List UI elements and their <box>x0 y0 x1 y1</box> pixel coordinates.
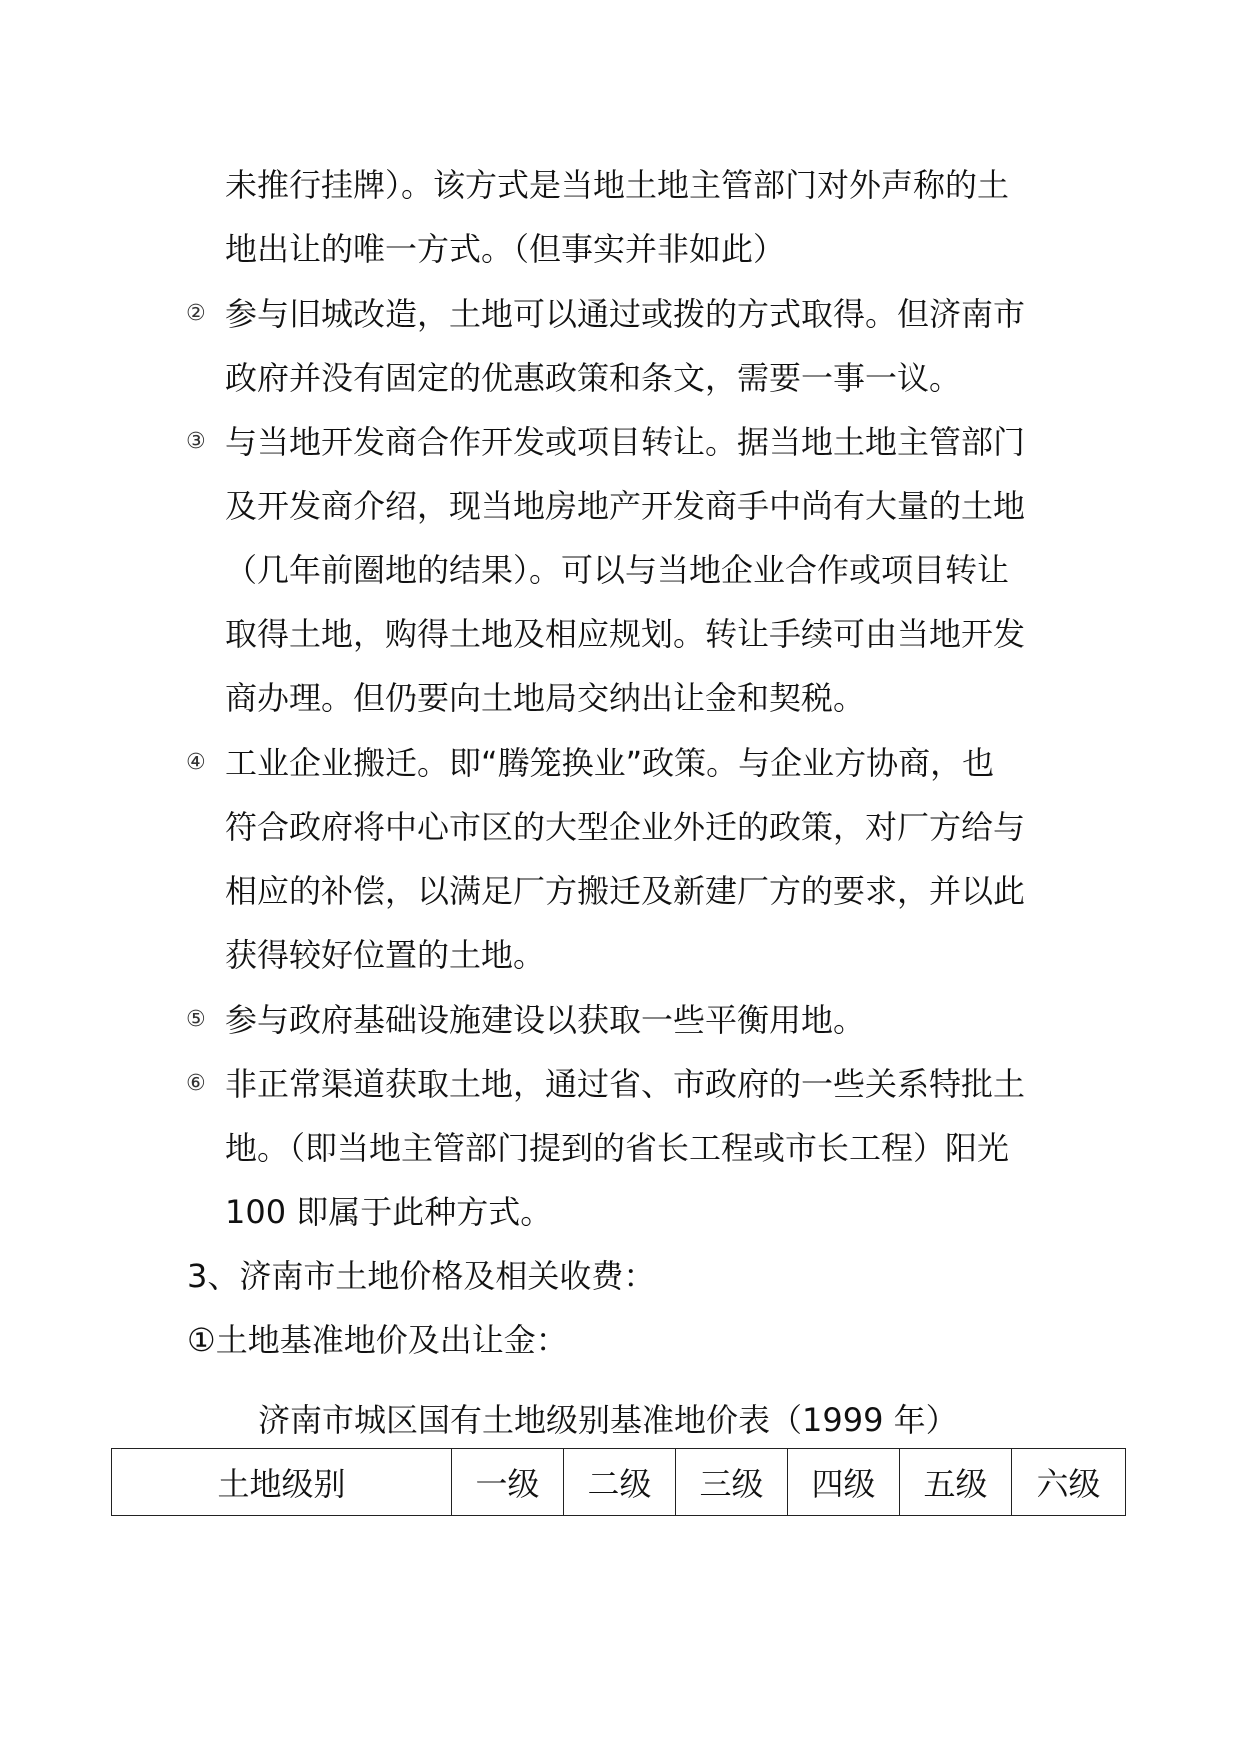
text-line: 未推行挂牌）。该方式是当地土地主管部门对外声称的土 <box>225 166 1010 204</box>
land-price-table <box>111 1448 1126 1516</box>
subsection-heading: ①土地基准地价及出让金： <box>187 1321 568 1359</box>
text-line: 地出让的唯一方式。（但事实并非如此） <box>225 230 786 268</box>
table-header-cell: 六级 <box>1012 1449 1126 1516</box>
table-header-cell: 二级 <box>564 1449 676 1516</box>
text-line: （几年前圈地的结果）。可以与当地企业合作或项目转让 <box>225 551 1010 589</box>
table-header-cell: 五级 <box>900 1449 1012 1516</box>
table-header-cell: 一级 <box>452 1449 564 1516</box>
table-caption: 济南市城区国有土地级别基准地价表（1999 年） <box>258 1401 958 1439</box>
text-line: 地。（即当地主管部门提到的省长工程或市长工程）阳光 <box>225 1129 1010 1167</box>
text-line: 及开发商介绍，现当地房地产开发商手中尚有大量的土地 <box>225 487 1026 525</box>
list-marker-4: ④ <box>186 750 206 775</box>
table-header-row <box>112 1449 1126 1516</box>
text-line: 获得较好位置的土地。 <box>225 936 546 974</box>
text-line: 商办理。但仍要向土地局交纳出让金和契税。 <box>225 679 866 717</box>
list-marker-5: ⑤ <box>186 1007 206 1032</box>
text-line: 工业企业搬迁。即“腾笼换业”政策。与企业方协商，也 <box>225 744 995 782</box>
text-line: 符合政府将中心市区的大型企业外迁的政策，对厂方给与 <box>225 808 1026 846</box>
text-line: 政府并没有固定的优惠政策和条文，需要一事一议。 <box>225 359 962 397</box>
list-marker-2: ② <box>186 301 206 326</box>
list-marker-3: ③ <box>186 429 206 454</box>
text-line: 取得土地，购得土地及相应规划。转让手续可由当地开发 <box>225 615 1026 653</box>
table-header-cell: 四级 <box>788 1449 900 1516</box>
text-line: 参与政府基础设施建设以获取一些平衡用地。 <box>225 1001 866 1039</box>
list-marker-6: ⑥ <box>186 1071 206 1096</box>
text-line: 非正常渠道获取土地，通过省、市政府的一些关系特批土 <box>225 1065 1026 1103</box>
section-heading: 3、济南市土地价格及相关收费： <box>187 1257 656 1295</box>
table-header-cell: 三级 <box>676 1449 788 1516</box>
text-line: 与当地开发商合作开发或项目转让。据当地土地主管部门 <box>225 423 1026 461</box>
text-line: 相应的补偿，以满足厂方搬迁及新建厂方的要求，并以此 <box>225 872 1026 910</box>
text-line: 100 即属于此种方式。 <box>225 1193 553 1231</box>
table-header-cell: 土地级别 <box>112 1449 452 1516</box>
text-line: 参与旧城改造，土地可以通过或拨的方式取得。但济南市 <box>225 295 1026 333</box>
